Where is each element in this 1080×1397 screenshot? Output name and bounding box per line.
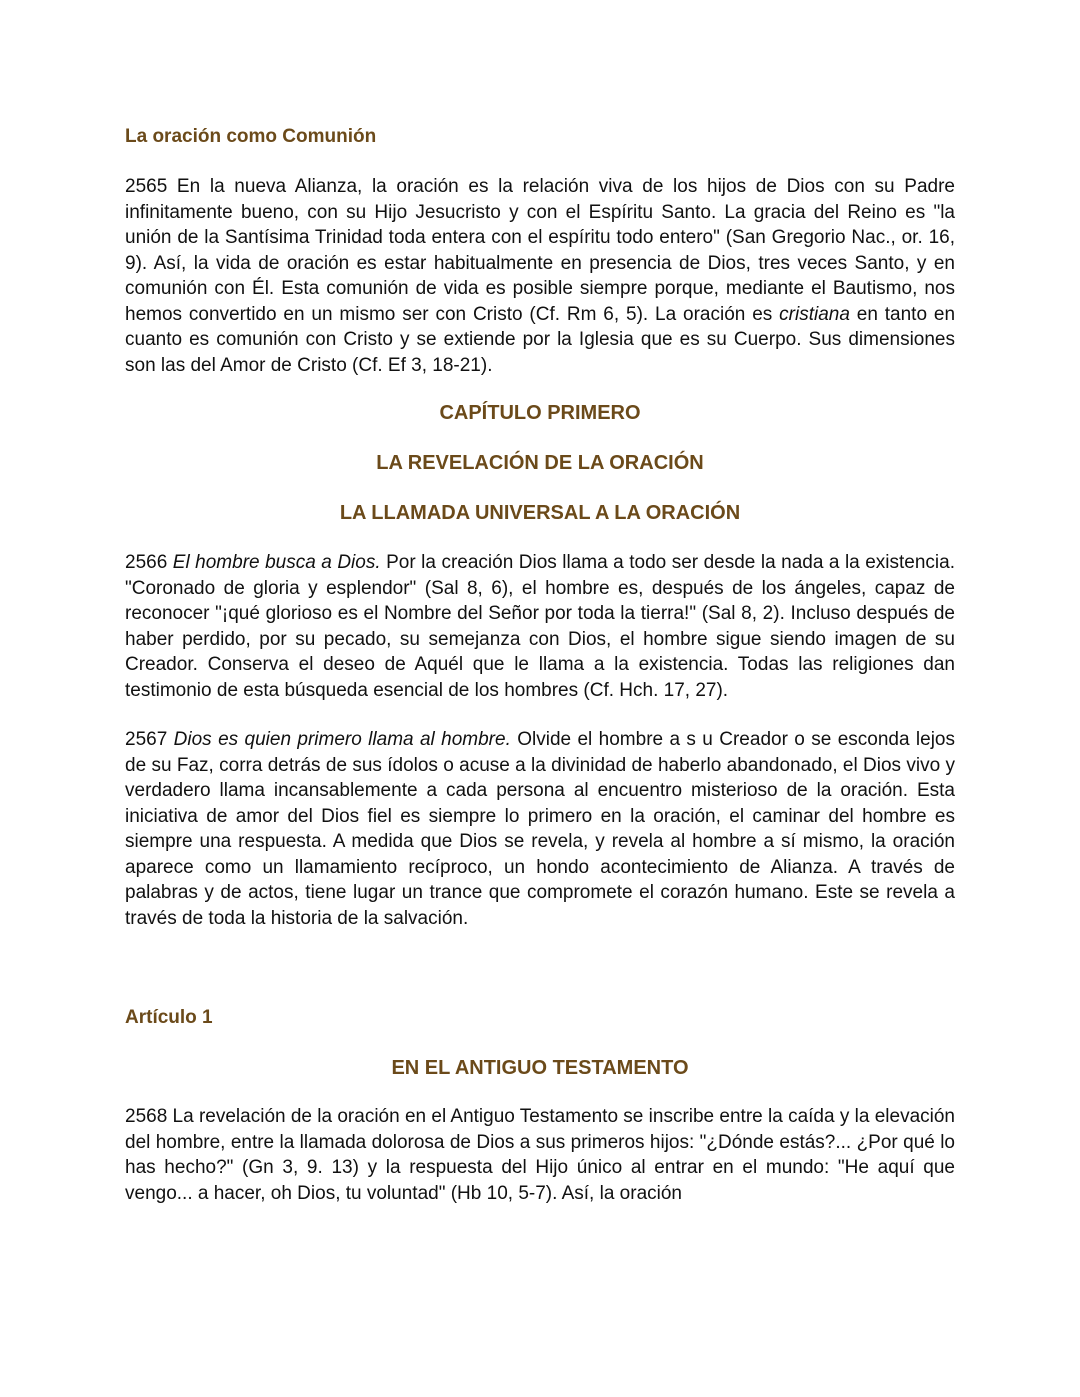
- paragraph-2567-number: 2567: [125, 729, 168, 750]
- chapter-title: LA REVELACIÓN DE LA ORACIÓN: [376, 452, 704, 474]
- article-title: EN EL ANTIGUO TESTAMENTO: [391, 1057, 689, 1079]
- paragraph-2566-number: 2566: [125, 552, 168, 573]
- section-heading-comunion: La oración como Comunión: [125, 126, 377, 147]
- paragraph-2567: [125, 727, 955, 931]
- paragraph-2568: 2568 La revelación de la oración en el Antiguo Testamento se inscribe entre la caída y la elevación del hombre, entre la llamada dolorosa de Dios a sus primeros hijos: "¿Dónde estás?... ¿Por qué lo has hecho?" (Gn 3, 9. 13) y la respuesta del Hijo único al entrar en el mundo: "He aquí que vengo... a hacer, oh Dios, tu voluntad" (Hb 10, 5-7). Así, la oración: [125, 1106, 955, 1204]
- paragraph-2565-text: 2565 En la nueva Alianza, la oración es la relación viva de los hijos de Dios con su Padre infinitamente bueno, con su Hijo Jesucristo y con el Espíritu Santo. La gracia del Reino es "la unión de la Santísima Trinidad toda entera con el espíritu todo entero" (San Gregorio Nac., or. 16, 9). Así, la vida de oración es estar habitualmente en presencia de Dios, tres veces Santo, y en comunión con Él. Esta comunión de vida es posible siempre porque, mediante el Bautismo, nos hemos convertido en un mismo ser con Cristo (Cf. Rm 6, 5). La oración es: [125, 176, 955, 325]
- paragraph-2565-rest: en tanto en cuanto es comunión con Cristo y se extiende por la Iglesia que es su Cuerpo. Sus dimensiones son las del Amor de Cristo (Cf. Ef 3, 18-21).: [125, 303, 956, 376]
- paragraph-2566-rest: Por la creación Dios llama a todo ser desde la nada a la existencia. "Coronado de gloria y esplendor" (Sal 8, 6), el hombre es, después de los ángeles, capaz de reconocer "¡qué glorioso es el Nombre del Señor por toda la tierra!" (Sal 8, 2). Incluso después de haber perdido, por su pecado, su semejanza con Dios, el hombre sigue siendo imagen de su Creador. Conserva el deseo de Aquél que le llama a la existencia. Todas las religiones dan testimonio de esta búsqueda esencial de los hombres (Cf. Hch. 17, 27).: [125, 552, 955, 701]
- document-page: [125, 124, 955, 1206]
- article-heading: Artículo 1: [125, 1007, 213, 1028]
- paragraph-2567-italic: Dios es quien primero llama al hombre.: [173, 729, 511, 750]
- paragraph-2565-italic: cristiana: [779, 303, 850, 325]
- paragraph-2566-italic: El hombre busca a Dios.: [172, 552, 381, 573]
- paragraph-2567-rest: Olvide el hombre a s u Creador o se esconda lejos de su Faz, corra detrás de sus ídolos o acuse a la divinidad de haberlo abandonado, el Dios vivo y verdadero llama incansablemente a cada persona al encuentro misterioso de la oración. Esta iniciativa de amor del Dios fiel es siempre lo primero en la oración, el caminar del hombre es siempre una respuesta. A medida que Dios se revela, y revela al hombre a sí mismo, la oración aparece como un llamamiento recíproco, un hondo acontecimiento de Alianza. A través de palabras y de actos, tiene lugar un trance que compromete el corazón humano. Este se revela a través de toda la historia de la salvación.: [125, 729, 955, 929]
- chapter-subtitle: LA LLAMADA UNIVERSAL A LA ORACIÓN: [339, 502, 741, 524]
- paragraph-2566: [125, 550, 955, 703]
- paragraph-2565: [125, 174, 955, 378]
- chapter-heading: CAPÍTULO PRIMERO: [439, 402, 641, 424]
